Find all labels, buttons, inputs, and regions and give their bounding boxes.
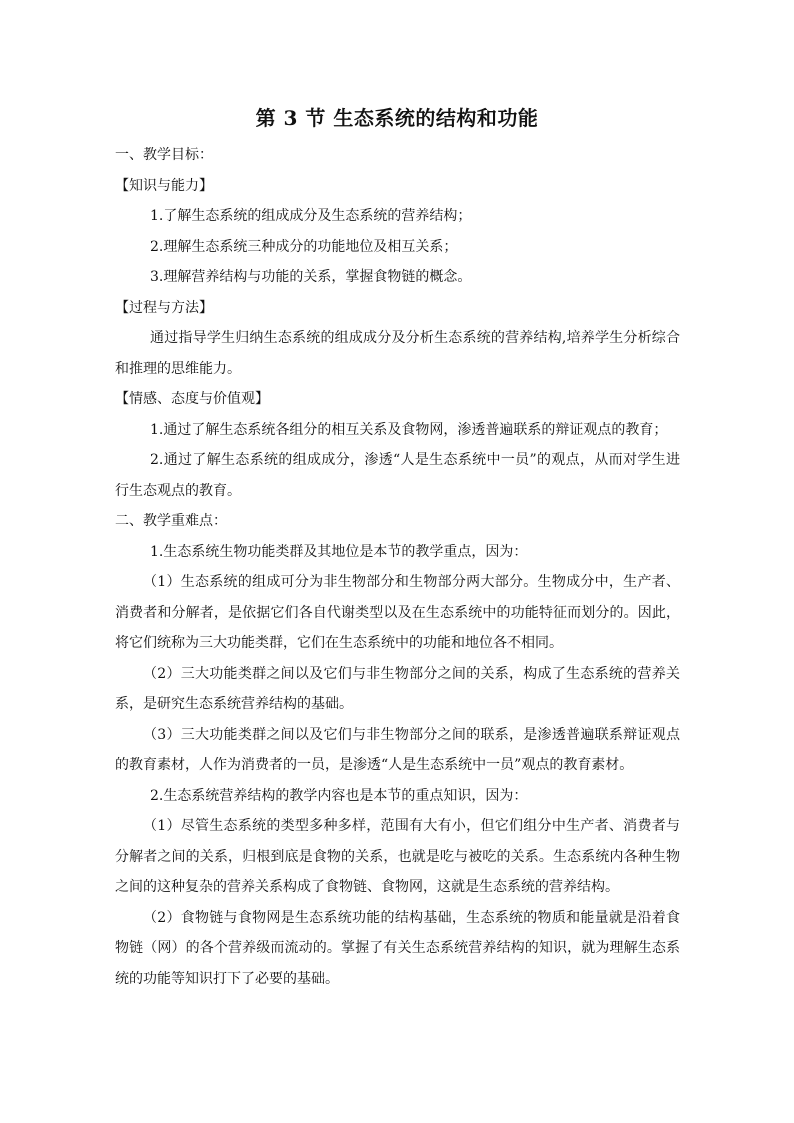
paragraph: 【情感、态度与价值观】 [115, 391, 269, 407]
paragraph: 通过指导学生归纳生态系统的组成成分及分析生态系统的营养结构,培养学生分析综合和推理的思维能力。 [115, 330, 680, 377]
paragraph: 【知识与能力】 [115, 177, 213, 194]
page-title: 第 3 节 生态系统的结构和功能 [255, 106, 539, 130]
document-body [115, 140, 680, 994]
paragraph: 一、教学目标： [115, 147, 213, 163]
paragraph: 【过程与方法】 [115, 299, 213, 316]
paragraph: 1.通过了解生态系统各组分的相互关系及食物网，渗透普遍联系的辩证观点的教育； [150, 421, 668, 438]
paragraph: （2）三大功能类群之间以及它们与非生物部分之间的关系，构成了生态系统的营养关系，是研究生态系统营养结构的基础。 [115, 665, 680, 712]
paragraph: 1.了解生态系统的组成成分及生态系统的营养结构； [150, 208, 472, 224]
paragraph: （1）生态系统的组成可分为非生物部分和生物部分两大部分。生物成分中，生产者、消费者和分解者，是依据它们各自代谢类型以及在生态系统中的功能特征而划分的。因此，将它们统称为三大功能类群，它们在生态系统中的功能和地位各不相同。 [115, 574, 680, 651]
paragraph: 2.生态系统营养结构的教学内容也是本节的重点知识，因为： [150, 787, 528, 804]
paragraph: （2）食物链与食物网是生态系统功能的结构基础，生态系统的物质和能量就是沿着食物链（网）的各个营养级而流动的。掌握了有关生态系统营养结构的知识，就为理解生态系统的功能等知识打下了必要的基础。 [115, 909, 680, 987]
paragraph: 二、教学重难点： [115, 513, 227, 529]
paragraph: 3.理解营养结构与功能的关系，掌握食物链的概念。 [150, 269, 472, 285]
paragraph: 1.生态系统生物功能类群及其地位是本节的教学重点，因为： [150, 543, 528, 560]
paragraph: 2.理解生态系统三种成分的功能地位及相互关系； [150, 238, 458, 255]
paragraph: 2.通过了解生态系统的组成成分，渗透“人是生态系统中一员”的观点，从而对学生进行生态观点的教育。 [115, 452, 680, 499]
paragraph: （1）尽管生态系统的类型多种多样，范围有大有小，但它们组分中生产者、消费者与分解者之间的关系，归根到底是食物的关系，也就是吃与被吃的关系。生态系统内各种生物之间的这种复杂的营养关系构成了食物链、食物网，这就是生态系统的营养结构。 [115, 818, 680, 895]
paragraph: （3）三大功能类群之间以及它们与非生物部分之间的联系，是渗透普遍联系辩证观点的教育素材，人作为消费者的一员，是渗透“人是生态系统中一员”观点的教育素材。 [115, 726, 680, 773]
